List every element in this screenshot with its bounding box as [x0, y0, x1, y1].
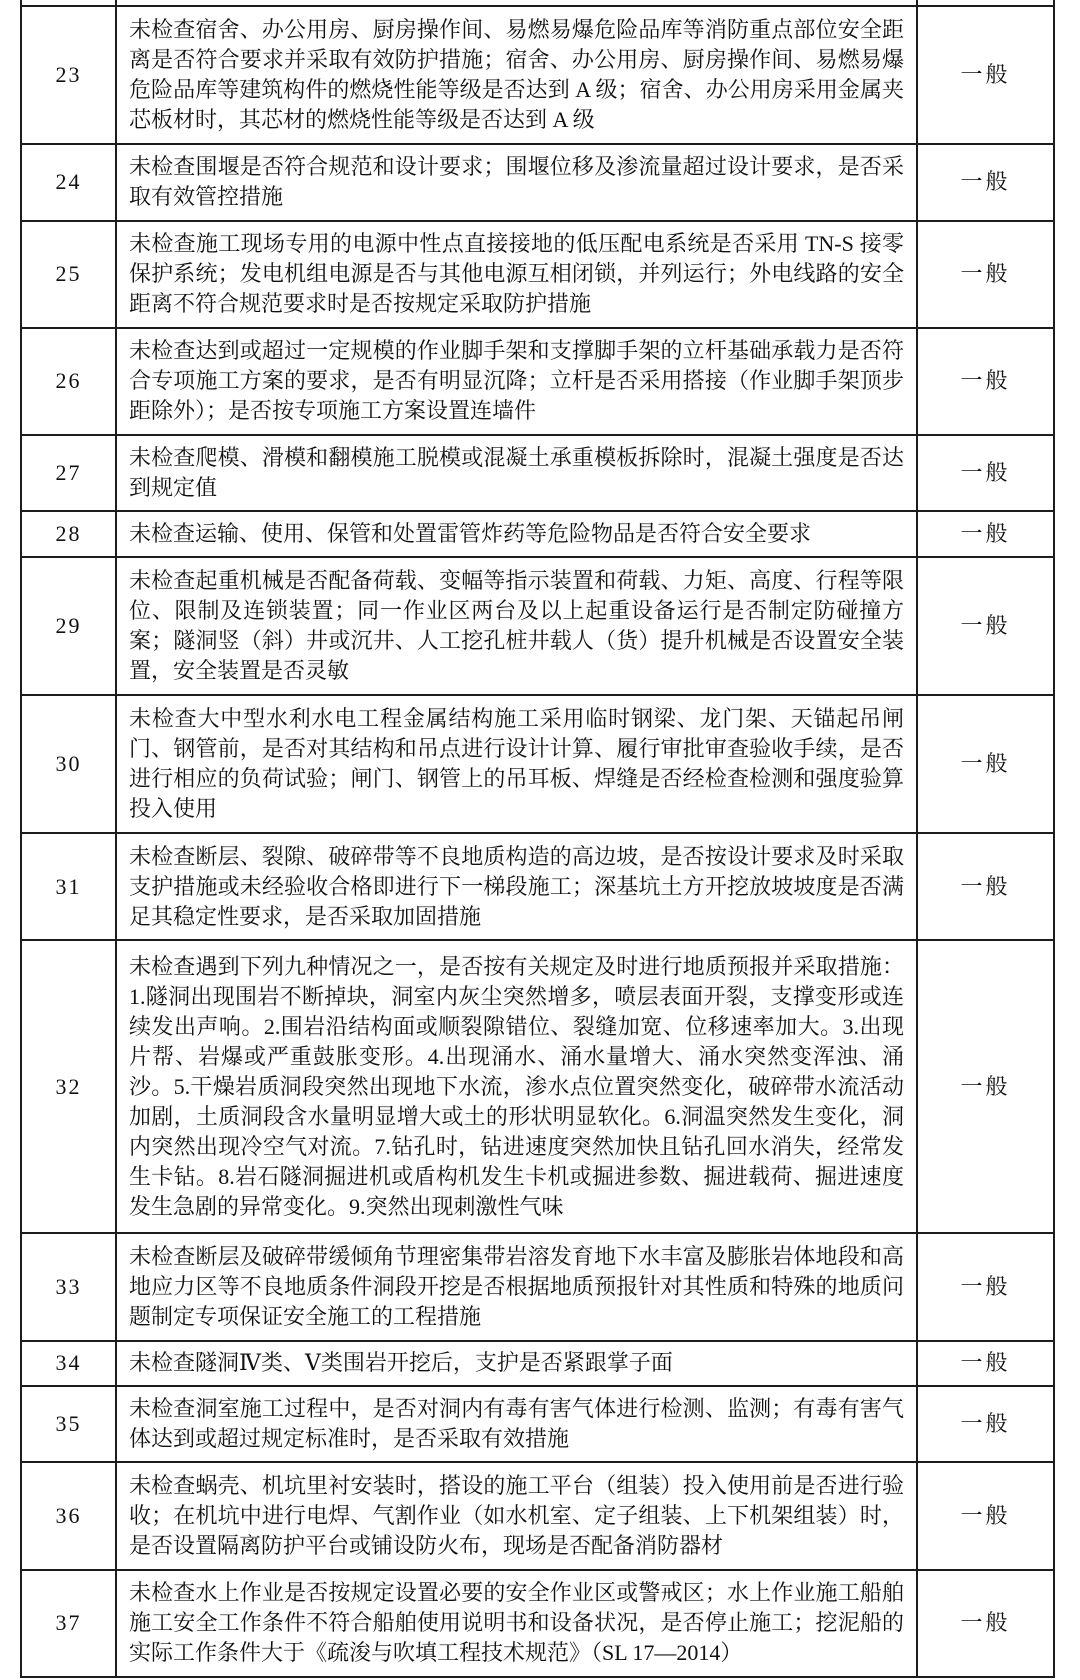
row-description: 未检查断层及破碎带缓倾角节理密集带岩溶发育地下水丰富及膨胀岩体地段和高地应力区等不良地质条件洞段开挖是否根据地质预报针对其性质和特殊的地质问题制定专项保证安全施工的工程措施 [116, 1233, 917, 1340]
row-severity-level: 一般 [917, 1233, 1054, 1340]
row-severity-level: 一般 [917, 435, 1054, 511]
row-severity-level: 一般 [917, 511, 1054, 556]
row-description: 未检查爬模、滑模和翻模施工脱模或混凝土承重模板拆除时，混凝土强度是否达到规定值 [116, 435, 917, 511]
table-row [21, 1233, 1054, 1340]
row-severity-level: 一般 [917, 1462, 1054, 1569]
table-row [21, 144, 1054, 220]
row-severity-level: 一般 [917, 833, 1054, 940]
row-description: 未检查水上作业是否按规定设置必要的安全作业区或警戒区；水上作业施工船舶施工安全工作条件不符合船舶使用说明书和设备状况，是否停止施工；挖泥船的实际工作条件大于《疏浚与吹填工程技术规范》（SL 17—2014） [116, 1570, 917, 1677]
row-description: 未检查围堰是否符合规范和设计要求；围堰位移及渗流量超过设计要求，是否采取有效管控措施 [116, 144, 917, 220]
row-description: 未检查达到或超过一定规模的作业脚手架和支撑脚手架的立杆基础承载力是否符合专项施工方案的要求，是否有明显沉降；立杆是否采用搭接（作业脚手架顶步距除外）；是否按专项施工方案设置连墙件 [116, 328, 917, 435]
row-severity-level: 一般 [917, 1341, 1054, 1386]
row-number: 35 [21, 1386, 116, 1462]
table-row [21, 695, 1054, 833]
row-description: 未检查断层、裂隙、破碎带等不良地质构造的高边坡，是否按设计要求及时采取支护措施或未经验收合格即进行下一梯段施工；深基坑土方开挖放坡坡度是否满足其稳定性要求，是否采取加固措施 [116, 833, 917, 940]
row-number: 34 [21, 1341, 116, 1386]
table-row [21, 1341, 1054, 1386]
row-number: 36 [21, 1462, 116, 1569]
safety-checklist-table [20, 0, 1055, 1678]
row-description: 未检查大中型水利水电工程金属结构施工采用临时钢梁、龙门架、天锚起吊闸门、钢管前，是否对其结构和吊点进行设计计算、履行审批审查验收手续，是否进行相应的负荷试验；闸门、钢管上的吊耳板、焊缝是否经检查检测和强度验算投入使用 [116, 695, 917, 833]
row-description: 未检查起重机械是否配备荷载、变幅等指示装置和荷载、力矩、高度、行程等限位、限制及连锁装置；同一作业区两台及以上起重设备运行是否制定防碰撞方案；隧洞竖（斜）井或沉井、人工挖孔桩井载人（货）提升机械是否设置安全装置，安全装置是否灵敏 [116, 557, 917, 695]
table-row [21, 328, 1054, 435]
checklist-table-body [21, 0, 1054, 1677]
row-severity-level: 一般 [917, 1386, 1054, 1462]
row-number: 26 [21, 328, 116, 435]
table-row [21, 221, 1054, 328]
row-number: 29 [21, 557, 116, 695]
row-description: 未检查蜗壳、机坑里衬安装时，搭设的施工平台（组装）投入使用前是否进行验收；在机坑中进行电焊、气割作业（如水机室、定子组装、上下机架组装）时，是否设置隔离防护平台或铺设防火布，现场是否配备消防器材 [116, 1462, 917, 1569]
row-number: 31 [21, 833, 116, 940]
row-description: 未检查施工现场专用的电源中性点直接接地的低压配电系统是否采用 TN-S 接零保护系统；发电机组电源是否与其他电源互相闭锁，并列运行；外电线路的安全距离不符合规范要求时是否按规定采取防护措施 [116, 221, 917, 328]
row-severity-level: 一般 [917, 1570, 1054, 1677]
row-number: 25 [21, 221, 116, 328]
row-description: 未检查宿舍、办公用房、厨房操作间、易燃易爆危险品库等消防重点部位安全距离是否符合要求并采取有效防护措施；宿舍、办公用房、厨房操作间、易燃易爆危险品库等建筑构件的燃烧性能等级是否达到 A 级；宿舍、办公用房采用金属夹芯板材时，其芯材的燃烧性能等级是否达到 A 级 [116, 6, 917, 144]
row-severity-level: 一般 [917, 940, 1054, 1233]
row-description: 未检查洞室施工过程中，是否对洞内有毒有害气体进行检测、监测；有毒有害气体达到或超过规定标准时，是否采取有效措施 [116, 1386, 917, 1462]
table-row [21, 435, 1054, 511]
row-severity-level: 一般 [917, 6, 1054, 144]
row-severity-level: 一般 [917, 144, 1054, 220]
row-number: 30 [21, 695, 116, 833]
table-row [21, 6, 1054, 144]
table-row [21, 1570, 1054, 1677]
row-description: 未检查遇到下列九种情况之一，是否按有关规定及时进行地质预报并采取措施：1.隧洞出现围岩不断掉块，洞室内灰尘突然增多，喷层表面开裂，支撑变形或连续发出声响。2.围岩沿结构面或顺裂隙错位、裂缝加宽、位移速率加大。3.出现片帮、岩爆或严重鼓胀变形。4.出现涌水、涌水量增大、涌水突然变浑浊、涌沙。5.干燥岩质洞段突然出现地下水流，渗水点位置突然变化，破碎带水流活动加剧，土质洞段含水量明显增大或土的形状明显软化。6.洞温突然发生变化，洞内突然出现冷空气对流。7.钻孔时，钻进速度突然加快且钻孔回水消失，经常发生卡钻。8.岩石隧洞掘进机或盾构机发生卡机或掘进参数、掘进载荷、掘进速度发生急剧的异常变化。9.突然出现刺激性气味 [116, 940, 917, 1233]
table-row [21, 1462, 1054, 1569]
row-severity-level: 一般 [917, 557, 1054, 695]
table-row [21, 833, 1054, 940]
row-description: 未检查隧洞Ⅳ类、Ⅴ类围岩开挖后，支护是否紧跟掌子面 [116, 1341, 917, 1386]
table-row [21, 1386, 1054, 1462]
table-row [21, 940, 1054, 1233]
row-number: 23 [21, 6, 116, 144]
table-row [21, 511, 1054, 556]
row-severity-level: 一般 [917, 328, 1054, 435]
row-number: 24 [21, 144, 116, 220]
row-severity-level: 一般 [917, 695, 1054, 833]
row-number: 28 [21, 511, 116, 556]
row-severity-level: 一般 [917, 221, 1054, 328]
table-row [21, 557, 1054, 695]
row-number: 32 [21, 940, 116, 1233]
row-number: 27 [21, 435, 116, 511]
row-description: 未检查运输、使用、保管和处置雷管炸药等危险物品是否符合安全要求 [116, 511, 917, 556]
row-number: 37 [21, 1570, 116, 1677]
row-number: 33 [21, 1233, 116, 1340]
